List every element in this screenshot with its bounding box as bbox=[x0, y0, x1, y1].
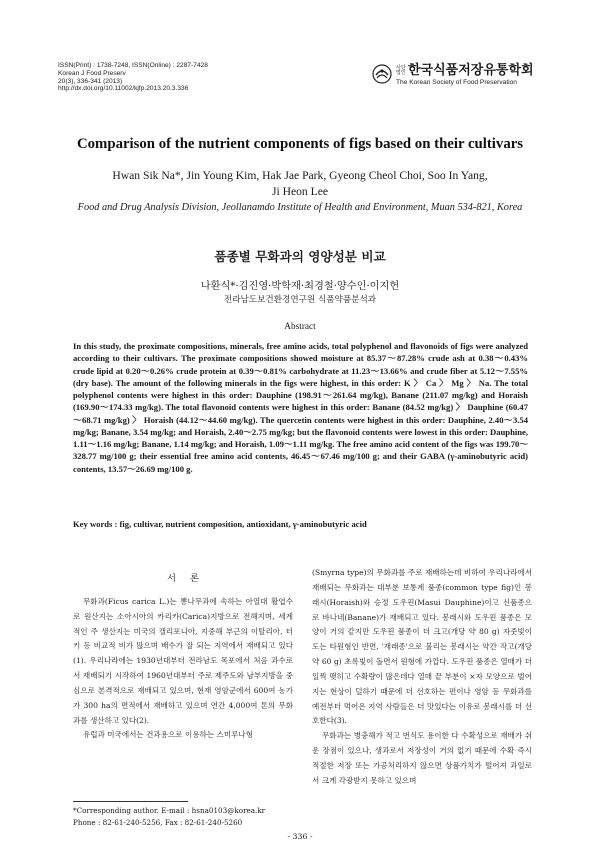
footnote-divider bbox=[73, 801, 188, 802]
society-logo-icon bbox=[372, 64, 392, 84]
footnote bbox=[73, 805, 303, 829]
abstract-text: In this study, the proximate compositions, minerals, free amino acids, total polyphenol and flavonoids of figs were analyzed according to their cultivars. The proximate compositions showed moisture at 85.37～87.28% crude ash at 0.38～0.43% crude lipid at 0.20～0.26% crude protein at 0.39～0.81% carbohydrate at 11.23～13.66% and crude fiber at 5.12～7.55% (dry base). The amount of the following minerals in the figs were highest, in this order: K 〉 Ca 〉 Mg 〉 Na. The total polyphenol contents were highest in this order: Dauphine (198.91～261.64 mg/kg), Banane (211.07 mg/kg) and Horaish (169.90～174.33 mg/kg). The total flavonoid contents were highest in this order: Banane (84.52 mg/kg) 〉 Dauphine (60.47～68.71 mg/kg) 〉 Horaish (44.12～44.60 mg/kg). The quercetin contents were highest in this order: Dauphine, 2.40～3.54 mg/kg; Banane, 3.54 mg/kg; and Horaish, 2.40～2.75 mg/kg; but the flavonoid contents were lowest in this order: Dauphine, 1.11～1.16 mg/kg; Banane, 1.14 mg/kg; and Horaish, 1.09～1.11 mg/kg. The free amino acid content of the figs was 199.70～328.77 mg/100 g; their essential free amino acid contents, 46.45～67.46 mg/100 g; and their GABA (γ-aminobutyric acid) contents, 13.57～26.69 mg/100 g. bbox=[73, 341, 528, 474]
footnote-phone: Phone : 82-61-240-5256, Fax : 82-61-240-5260 bbox=[73, 818, 243, 827]
page-number: - 336 - bbox=[287, 832, 313, 841]
society-name-kr: 한국식품저장유통학회 bbox=[408, 63, 534, 78]
journal-name: Korean J Food Preserv bbox=[58, 69, 126, 77]
abstract-heading: Abstract bbox=[284, 322, 316, 332]
section-title: 서론 bbox=[167, 573, 213, 584]
issn-line: ISSN(Print) : 1738-7248, ISSN(Online) : 2287-7428 bbox=[58, 62, 208, 69]
doi-link[interactable]: http://dx.doi.org/10.11002/kjfp.2013.20.3.336 bbox=[58, 85, 189, 93]
korean-title: 품종별 무화과의 영양성분 비교 bbox=[214, 249, 386, 264]
journal-meta bbox=[58, 62, 208, 93]
author-list bbox=[90, 168, 510, 199]
body-column-right bbox=[312, 566, 532, 789]
body-paragraph: (Smyrna type)의 무화과를 주로 재배하는데 비하여 우리나라에서 재배되는 무화과는 대부분 보통계 품종(common type fig)인 봉래시(Horaish)와 승정 도우핀(Masui Dauphine)이고 신품종으로 바나네(Banane)가 재배되고 있다. 봉래시와 도우핀 품종은 모양이 거의 같지만 도우핀 품종이 더 크고(개당 약 80 g) 자줏빛이 도는 타원형인 반면, '재래종'으로 불리는 봉래시는 약간 작고(개당 약 60 g) 초록빛이 돌면서 원형에 가깝다. 도우핀 품종은 열매가 더 일찍 맺히고 수확량이 많은데다 열매 끝 부분이 ×자 모양으로 벌어지는 현상이 덜하기 때문에 더 선호하는 편이나 영암 등 무화과를 예전부터 먹어온 지역 사람들은 더 맛있다는 이유로 봉래시를 더 선호한다(3). bbox=[312, 568, 532, 726]
korean-authors: 나환식*·김진영·박학재·최경철·양수인·이지헌 bbox=[200, 281, 400, 292]
author-line-2: Ji Heon Lee bbox=[271, 184, 329, 198]
article-title: Comparison of the nutrient components of figs based on their cultivars bbox=[76, 136, 524, 152]
footnote-email: *Corresponding author. E-mail : hsna0103@korea.kr bbox=[73, 806, 266, 815]
body-paragraph: 무화과는 병충해가 적고 번식도 용이한 다 수확성으로 재배가 쉬운 장점이 있으나, 생과로서 저장성이 거의 없기 때문에 수확 즉시 적절한 저장 또는 가공처리하지 않으면 상품가치가 떨어져 과일로서 크게 각광받지 못하고 있으며 bbox=[312, 731, 532, 785]
volume-line: 20(3), 336-341 (2013) bbox=[58, 77, 123, 85]
body-column-left bbox=[73, 572, 293, 743]
author-line-1: Hwan Sik Na*, Jin Young Kim, Hak Jae Park, Gyeong Cheol Choi, Soo In Yang, bbox=[112, 169, 488, 182]
body-paragraph: 무화과(Ficus carica L.)는 뽕나무과에 속하는 아열대 활엽수로 원산지는 소아시아의 카리카(Carica)지방으로 전해지며, 세계적인 주 생산지는 미국의 캘리포니아, 지중해 부근의 이탈리아, 터키 등 비교적 비가 많으며 배수가 잘 되는 지역에서 재배되고 있다(1). 우리나라에는 1930년대부터 전라남도 목포에서 처음 과수로서 재배되기 시작하여 1960년대부터 주로 제주도와 남부지방을 중심으로 본격적으로 재배되고 있으며, 현재 영암군에서 600여 농가가 300 ha의 면적에서 재배하고 있으며 연간 4,000여 톤의 무화과를 생산하고 있다(2). bbox=[73, 596, 293, 725]
korean-affiliation: 전라남도보건환경연구원 식품약품분석과 bbox=[223, 295, 377, 305]
society-prefix: 사단 법인 bbox=[396, 64, 406, 76]
affiliation: Food and Drug Analysis Division, Jeollanamdo Institute of Health and Environment, Muan 534-821, Korea bbox=[77, 202, 523, 213]
society-logo-block bbox=[372, 64, 534, 87]
keywords: Key words : fig, cultivar, nutrient composition, antioxidant, γ-aminobutyric acid bbox=[73, 519, 367, 529]
society-name-en: The Korean Society of Food Preservation bbox=[396, 79, 517, 86]
body-paragraph: 유럽과 미국에서는 건과용으로 이용하는 스미루나형 bbox=[83, 730, 253, 740]
